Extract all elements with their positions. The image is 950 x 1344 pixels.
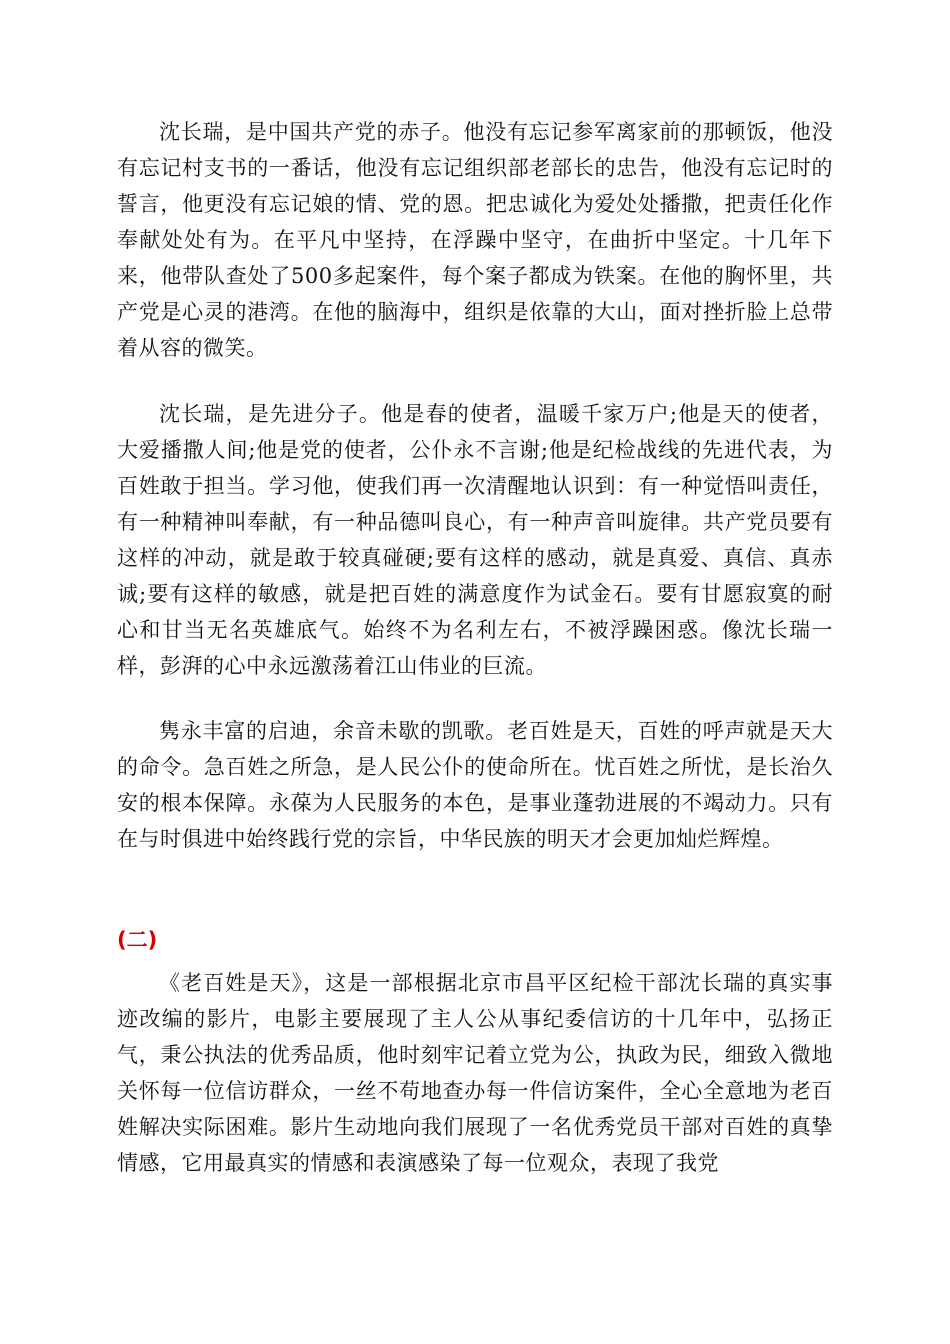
- paragraph-film-intro: 《老百姓是天》，这是一部根据北京市昌平区纪检干部沈长瑞的真实事迹改编的影片，电影主要展现了主人公从事纪委信访的十几年中，弘扬正气，秉公执法的优秀品质，他时刻牢记着立党为公，执政为民，细致入微地关怀每一位信访群众，一丝不苟地查办每一件信访案件，全心全意地为老百姓解决实际困难。影片生动地向我们展现了一名优秀党员干部对百姓的真挚情感，它用最真实的情感和表演感染了每一位观众，表现了我党: [117, 971, 833, 1175]
- paragraph-shen-changrui-loyalty: 沈长瑞，是中国共产党的赤子。他没有忘记参军离家前的那顿饭，他没有忘记村支书的一番话，他没有忘记组织部老部长的忠告，他没有忘记时的誓言，他更没有忘记娘的情、党的恩。把忠诚化为爱处处播撒，把责任化作奉献处处有为。在平凡中坚持，在浮躁中坚守，在曲折中坚定。十几年下来，他带队查处了500多起案件，每个案子都成为铁案。在他的胸怀里，共产党是心灵的港湾。在他的脑海中，组织是依靠的大山，面对挫折脸上总带着从容的微笑。: [117, 120, 833, 360]
- paragraph-inspiration: 隽永丰富的启迪，余音未歇的凯歌。老百姓是天，百姓的呼声就是天大的命令。急百姓之所急，是人民公仆的使命所在。忧百姓之所忧，是长治久安的根本保障。永葆为人民服务的本色，是事业蓬勃进展的不竭动力。只有在与时俱进中始终践行党的宗旨，中华民族的明天才会更加灿烂辉煌。: [117, 719, 833, 851]
- section-heading-two: (二): [117, 928, 158, 952]
- paragraph-shen-changrui-advanced: 沈长瑞，是先进分子。他是春的使者，温暖千家万户;他是天的使者，大爱播撒人间;他是党的使者，公仆永不言谢;他是纪检战线的先进代表，为百姓敢于担当。学习他，使我们再一次清醒地认识到：有一种觉悟叫责任，有一种精神叫奉献，有一种品德叫良心，有一种声音叫旋律。共产党员要有这样的冲动，就是敢于较真碰硬;要有这样的感动，就是真爱、真信、真赤诚;要有这样的敏感，就是把百姓的满意度作为试金石。要有甘愿寂寞的耐心和甘当无名英雄底气。始终不为名利左右，不被浮躁困惑。像沈长瑞一样，彭湃的心中永远激荡着江山伟业的巨流。: [117, 402, 833, 678]
